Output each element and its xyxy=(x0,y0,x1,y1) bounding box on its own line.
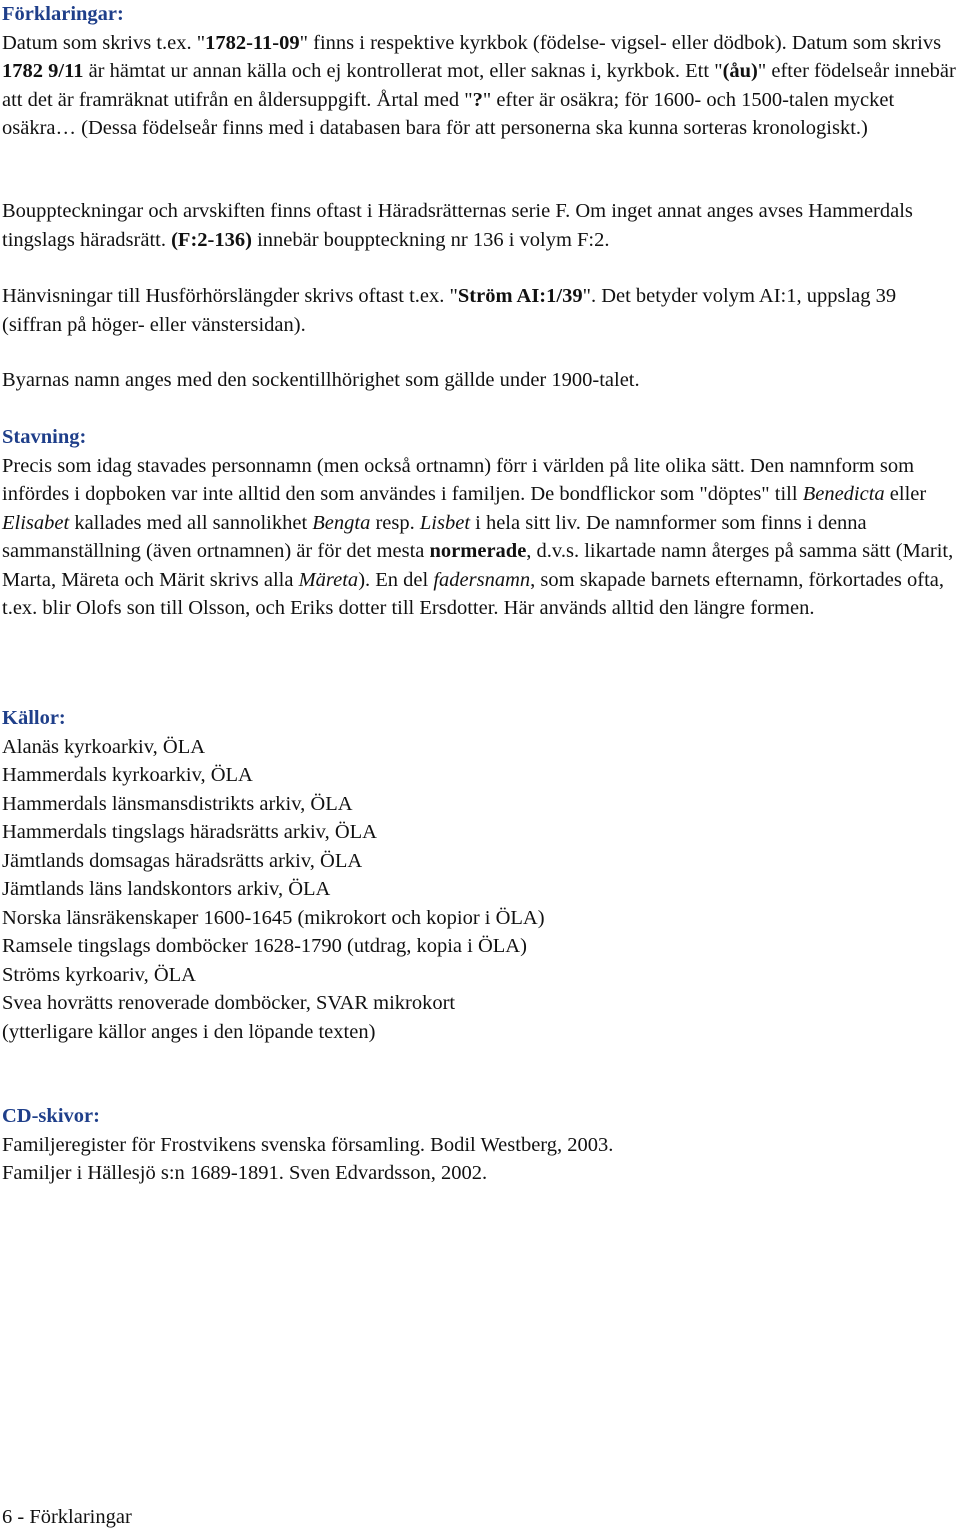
stav-bold-normerade: normerade xyxy=(429,540,527,562)
forklaringar-heading: Förklaringar: xyxy=(2,3,124,25)
stav-italic-mareta: Märeta xyxy=(298,568,359,591)
stav-italic-bengta: Bengta xyxy=(312,511,371,534)
kallor-heading: Källor: xyxy=(2,707,66,729)
intro-text-5: " efter är osäkra; för 1600- och 1500-talen mycket osäkra… (Dessa födelseår finns med i databasen bara för att personerna ska kunna sorteras kronologiskt.) xyxy=(2,88,895,139)
intro-section xyxy=(2,0,960,143)
intro-bold-au: (åu) xyxy=(722,60,758,82)
stav-italic-benedicta: Benedicta xyxy=(802,483,885,505)
stav-italic-fadersnamn: fadersnamn xyxy=(433,568,531,591)
stav-text-6: , d.v.s. likartade namn återges på samma sätt (Marit, Marta, Märeta och Märit skrivs alla xyxy=(2,540,954,591)
intro-text-3: är hämtat ur annan källa och ej kontrollerat mot, eller saknas i, kyrkbok. Ett " xyxy=(83,60,723,82)
kallor-section xyxy=(2,704,960,1046)
stav-text-2: eller xyxy=(884,483,927,505)
kallor-item: Alanäs kyrkoarkiv, ÖLA xyxy=(2,735,206,758)
kallor-item: Hammerdals kyrkoarkiv, ÖLA xyxy=(2,764,253,786)
boupp-text-1: Bouppteckningar och arvskiften finns oftast i Häradsrätternas serie F. Om inget annat anges avses Hammerdals tingslags häradsrätt. xyxy=(2,200,913,251)
stavning-section xyxy=(2,423,960,623)
stav-italic-lisbet: Lisbet xyxy=(419,511,471,534)
intro-bold-date-alt: 1782 9/11 xyxy=(2,60,84,82)
hanv-bold-ref: Ström AI:1/39 xyxy=(457,285,583,307)
hanv-text-1: Hänvisningar till Husförhörslängder skrivs oftast t.ex. " xyxy=(2,285,458,307)
kallor-item: Hammerdals tingslags häradsrätts arkiv, ÖLA xyxy=(2,821,377,843)
intro-bold-question: ? xyxy=(472,88,483,111)
stav-text-5: i hela sitt liv. De namnformer som finns i denna sammanställning (även ortnamnen) är för det mesta xyxy=(2,511,867,562)
stavning-paragraph xyxy=(2,452,960,623)
hanvisningar-paragraph xyxy=(2,282,960,339)
stav-text-7: ). En del xyxy=(358,568,434,591)
cd-item: Familjeregister för Frostvikens svenska församling. Bodil Westberg, 2003. xyxy=(2,1133,614,1156)
stavning-heading: Stavning: xyxy=(2,426,87,448)
kallor-item: Hammerdals länsmansdistrikts arkiv, ÖLA xyxy=(2,792,353,815)
kallor-item: Svea hovrätts renoverade domböcker, SVAR mikrokort xyxy=(2,992,456,1014)
stav-text-4: resp. xyxy=(370,511,420,534)
intro-text-4: " efter födelseår innebär att det är framräknat utifrån en åldersuppgift. Årtal med " xyxy=(2,60,956,111)
cd-skivor-section xyxy=(2,1102,960,1188)
stav-text-1: Precis som idag stavades personnamn (men också ortnamn) förr i världen på lite olika sätt. Den namnform som infördes i dopboken var inte alltid den som användes i familjen. De bondflickor som "döptes" till xyxy=(2,454,915,505)
cd-skivor-heading: CD-skivor: xyxy=(2,1105,100,1127)
kallor-item: Jämtlands domsagas häradsrätts arkiv, ÖLA xyxy=(2,849,363,872)
cd-item: Familjer i Hällesjö s:n 1689-1891. Sven Edvardsson, 2002. xyxy=(2,1162,488,1184)
bouppteckningar-paragraph xyxy=(2,197,960,254)
intro-bold-date: 1782-11-09 xyxy=(205,31,300,54)
stav-text-3: kallades med all sannolikhet xyxy=(69,511,313,534)
kallor-item: Norska länsräkenskaper 1600-1645 (mikrokort och kopior i ÖLA) xyxy=(2,906,545,929)
boupp-text-2: innebär bouppteckning nr 136 i volym F:2. xyxy=(251,228,610,251)
hanv-text-2: ". Det betyder volym AI:1, uppslag 39 (siffran på höger- eller vänstersidan). xyxy=(2,285,897,336)
kallor-item: Jämtlands läns landskontors arkiv, ÖLA xyxy=(2,878,331,900)
kallor-item: Ramsele tingslags domböcker 1628-1790 (utdrag, kopia i ÖLA) xyxy=(2,935,527,957)
stav-italic-elisabet: Elisabet xyxy=(2,511,70,534)
intro-paragraph xyxy=(2,29,960,143)
intro-text-2: " finns i respektive kyrkbok (födelse- vigsel- eller dödbok). Datum som skrivs xyxy=(299,31,942,54)
byarnas-paragraph: Byarnas namn anges med den sockentillhörighet som gällde under 1900-talet. xyxy=(2,369,640,391)
page-footer: 6 - Förklaringar xyxy=(2,1506,132,1528)
kallor-item: (ytterligare källor anges i den löpande texten) xyxy=(2,1020,376,1043)
kallor-item: Ströms kyrkoariv, ÖLA xyxy=(2,963,196,986)
stav-text-8: , som skapade barnets efternamn, förkortades ofta, t.ex. blir Olofs son till Olsson, och Eriks dotter till Ersdotter. Här används alltid den längre formen. xyxy=(2,568,944,619)
boupp-bold-ref: (F:2-136) xyxy=(171,228,252,251)
intro-text-1: Datum som skrivs t.ex. " xyxy=(2,31,206,54)
